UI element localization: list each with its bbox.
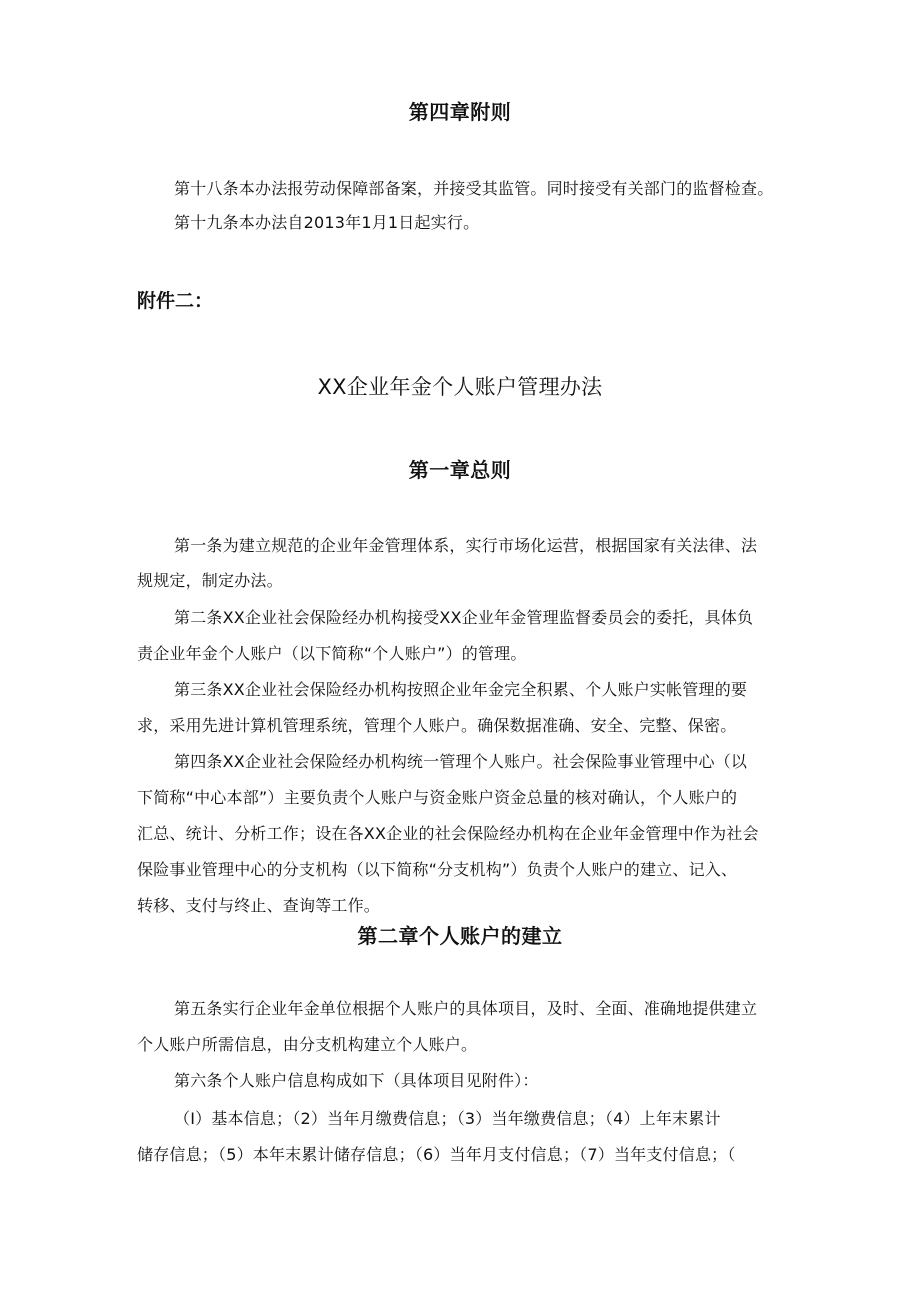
article-18: 第十八条本办法报劳动保障部备案，并接受其监管。同时接受有关部门的监督检查。 bbox=[174, 179, 774, 198]
article-1-line-2: 规规定，制定办法。 bbox=[137, 571, 283, 590]
article-5-line-2: 个人账户所需信息，由分支机构建立个人账户。 bbox=[137, 1035, 478, 1054]
article-2-line-1: 第二条XX企业社会保险经办机构接受XX企业年金管理监督委员会的委托，具体负 bbox=[174, 608, 754, 627]
article-2-line-2: 责企业年金个人账户（以下简称“个人账户”）的管理。 bbox=[137, 644, 527, 663]
article-4-line-1: 第四条XX企业社会保险经办机构统一管理个人账户。社会保险事业管理中心（以 bbox=[174, 752, 748, 771]
chapter2-heading: 第二章个人账户的建立 bbox=[357, 924, 563, 948]
article-1-line-1: 第一条为建立规范的企业年金管理体系，实行市场化运营，根据国家有关法律、法 bbox=[174, 536, 758, 555]
article-6-items-line-1: （I）基本信息；（2）当年月缴费信息；（3）当年缴费信息；（4）上年末累计 bbox=[174, 1109, 721, 1128]
article-3-line-1: 第三条XX企业社会保险经办机构按照企业年金完全积累、个人账户实帐管理的要 bbox=[174, 680, 748, 699]
article-4-line-5: 转移、支付与终止、查询等工作。 bbox=[137, 896, 381, 915]
article-4-line-4: 保险事业管理中心的分支机构（以下简称“分支机构”）负责个人账户的建立、记入、 bbox=[137, 860, 738, 879]
article-19: 第十九条本办法自2013年1月1日起实行。 bbox=[174, 213, 480, 232]
article-6-items-line-2: 储存信息；（5）本年末累计储存信息；（6）当年月支付信息；（7）当年支付信息；（ bbox=[137, 1145, 736, 1164]
article-4-line-3: 汇总、统计、分析工作；设在各XX企业的社会保险经办机构在企业年金管理中作为社会 bbox=[137, 824, 759, 843]
article-6: 第六条个人账户信息构成如下（具体项目见附件）： bbox=[174, 1071, 539, 1090]
document-title: XX企业年金个人账户管理办法 bbox=[317, 375, 603, 399]
chapter1-heading: 第一章总则 bbox=[408, 458, 512, 482]
attachment-label: 附件二： bbox=[137, 290, 214, 312]
article-3-line-2: 求，采用先进计算机管理系统，管理个人账户。确保数据准确、安全、完整、保密。 bbox=[137, 716, 737, 735]
article-4-line-2: 下简称“中心本部”）主要负责个人账户与资金账户资金总量的核对确认，个人账户的 bbox=[137, 788, 738, 807]
article-5-line-1: 第五条实行企业年金单位根据个人账户的具体项目，及时、全面、准确地提供建立 bbox=[174, 999, 758, 1018]
chapter4-heading: 第四章附则 bbox=[408, 100, 512, 124]
